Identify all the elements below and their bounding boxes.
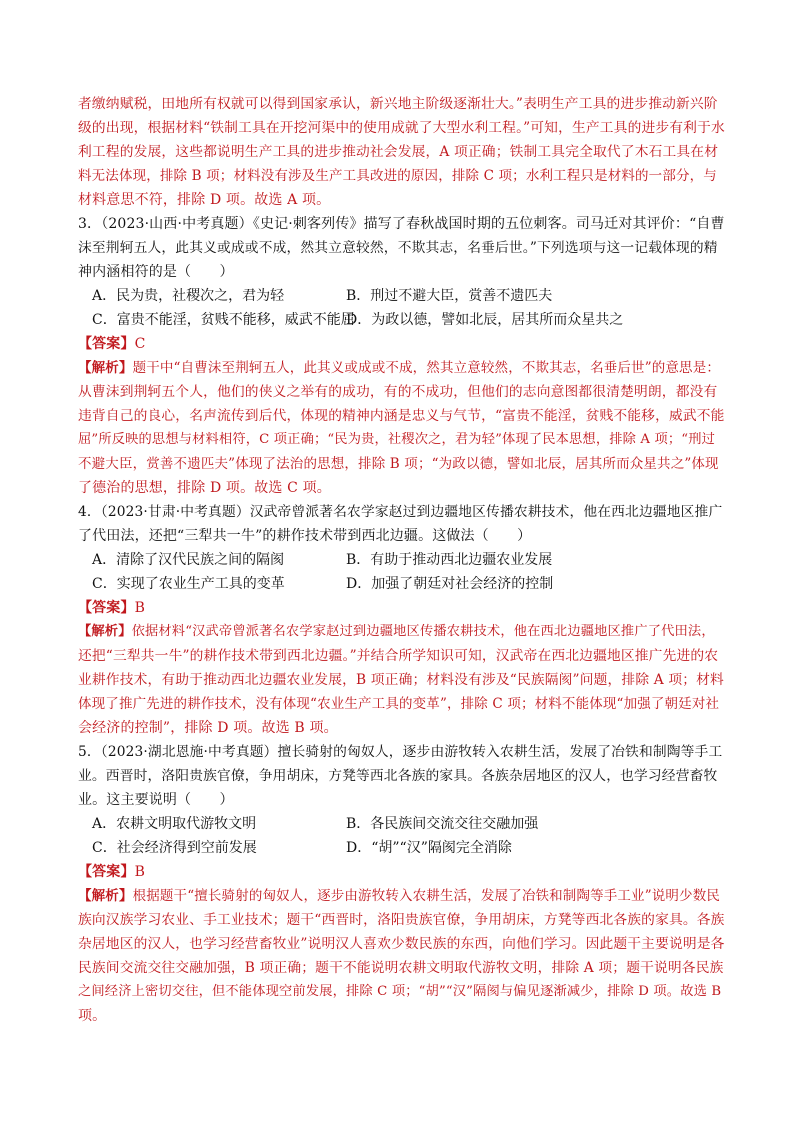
answer-label: 【答案】 — [78, 600, 135, 616]
analysis-line: 杂居地区的汉人，也学习经营畜牧业”说明汉人喜欢少数民族的东西，向他们学习。因此题干主要说明是各 — [78, 936, 725, 952]
option-c: C．社会经济得到空前发展 — [92, 840, 257, 856]
option-a: A．民为贵，社稷次之，君为轻 — [92, 288, 285, 304]
option-d: D．“胡”“汉”隔阂完全消除 — [346, 840, 512, 856]
analysis-line: 民族间交流交往交融加强，B 项正确；题干不能说明农耕文明取代游牧文明，排除 A 项；题干说明各民族 — [78, 960, 724, 976]
analysis-line: 会经济的控制”，排除 D 项。故选 B 项。 — [78, 720, 338, 736]
option-c: C．富贵不能淫，贫贱不能移，威武不能屈 — [92, 312, 355, 328]
analysis-line: 了德治的思想，排除 D 项。故选 C 项。 — [78, 480, 331, 496]
option-d: D．为政以德，譬如北辰，居其所而众星共之 — [346, 312, 624, 328]
answer-line — [78, 596, 726, 620]
answer-line — [78, 860, 726, 884]
answer-value: B — [134, 600, 146, 616]
analysis-line: 之间经济上密切交往，但不能体现空前发展，排除 C 项；“胡”“汉”隔阂与偏见逐渐减少，排除 D 项。故选 B — [78, 984, 722, 999]
question-4 — [78, 500, 726, 740]
question-stem: 业。西晋时，洛阳贵族官僚，争用胡床，方凳等西北各族的家具。各族杂居地区的汉人，也学习经营畜牧 — [78, 768, 718, 784]
analysis-line: 业耕作技术，有助于推动西北边疆农业发展，B 项正确；材料没有涉及“民族隔阂”问题，排除 A 项；材料 — [78, 672, 724, 688]
question-stem: 3．（2023·山西·中考真题）《史记·刺客列传》描写了春秋战国时期的五位刺客。司马迁对其评价：“自曹 — [78, 216, 725, 232]
question-stem: 沫至荆轲五人，此其义或成或不成，然其立意较然，不欺其志，名垂后世。”下列选项与这一记载体现的精 — [78, 240, 718, 256]
text-line: 级的出现，根据材料“铁制工具在开挖河渠中的使用成就了大型水利工程。”可知，生产工具的进步有利于水 — [78, 120, 725, 136]
option-a: A．农耕文明取代游牧文明 — [92, 816, 257, 832]
question-stem: 4．（2023·甘肃·中考真题）汉武帝曾派著名农学家赵过到边疆地区传播农耕技术，他在西北边疆地区推广 — [78, 504, 723, 520]
text-line: 材料意思不符，排除 D 项。故选 A 项。 — [78, 192, 331, 208]
analysis-line: 不避大臣，赏善不遗匹夫”体现了法治的思想，排除 B 项；“为政以德，譬如北辰，居其所而众星共之”体现 — [78, 456, 719, 472]
option-c: C．实现了农业生产工具的变革 — [92, 576, 285, 592]
analysis-line: 违背自己的良心，名声流传到后代，体现的精神内涵是忠义与气节，“富贵不能淫，贫贱不能移，威武不能 — [78, 408, 725, 424]
analysis-line: 族向汉族学习农业、手工业技术；题干“西晋时，洛阳贵族官僚，争用胡床，方凳等西北各族的家具。各族 — [78, 912, 725, 928]
answer-label: 【答案】 — [78, 864, 135, 880]
analysis-text: 根据题干“擅长骑射的匈奴人，逐步由游牧转入农耕生活，发展了冶铁和制陶等手工业”说明少数民 — [132, 888, 721, 904]
analysis-line: 屈”所反映的思想与材料相符，C 项正确；“民为贵，社稷次之，君为轻”体现了民本思想，排除 A 项；“刑过 — [78, 432, 715, 447]
analysis-text: 题干中“自曹沫至荆轲五人，此其义或成或不成，然其立意较然，不欺其志，名垂后世”的意思是： — [132, 360, 721, 376]
analysis-line — [78, 356, 726, 380]
analysis-label: 【解析】 — [78, 360, 133, 376]
question-stem: 业。这主要说明（ ） — [78, 792, 234, 808]
option-b: B．有助于推动西北边疆农业发展 — [346, 552, 553, 568]
analysis-line: 体现了推广先进的耕作技术，没有体现“农业生产工具的变革”，排除 C 项；材料不能体现“加强了朝廷对社 — [78, 696, 720, 712]
analysis-line — [78, 884, 726, 908]
question-3 — [78, 212, 726, 500]
option-b: B．刑过不避大臣，赏善不遗匹夫 — [346, 288, 553, 304]
option-d: D．加强了朝廷对社会经济的控制 — [346, 576, 554, 592]
option-b: B．各民族间交流交往交融加强 — [346, 816, 539, 832]
text-line: 料无法体现，排除 B 项；材料没有涉及生产工具改进的原因，排除 C 项；水利工程只是材料的一部分，与 — [78, 168, 717, 184]
option-row — [78, 836, 726, 860]
question-stem: 神内涵相符的是（ ） — [78, 264, 234, 280]
analysis-line: 从曹沫到荆轲五个人，他们的侠义之举有的成功，有的不成功，但他们的志向意图都很清楚明朗，都没有 — [78, 384, 718, 400]
answer-label: 【答案】 — [78, 336, 135, 352]
analysis-line: 项。 — [78, 1008, 107, 1024]
answer-value: B — [134, 864, 146, 880]
answer-line — [78, 332, 726, 356]
option-row — [78, 284, 726, 308]
answer-value: C — [134, 336, 146, 352]
option-row — [78, 548, 726, 572]
analysis-text: 依据材料“汉武帝曾派著名农学家赵过到边疆地区传播农耕技术，他在西北边疆地区推广了代田法， — [131, 624, 715, 639]
option-a: A．清除了汉代民族之间的隔阂 — [92, 552, 285, 568]
document-page — [78, 92, 726, 1028]
analysis-label: 【解析】 — [78, 888, 133, 904]
option-row — [78, 572, 726, 596]
option-row — [78, 812, 726, 836]
option-row — [78, 308, 726, 332]
analysis-line: 还把“三犁共一牛”的耕作技术带到西北边疆。”并结合所学知识可知，汉武帝在西北边疆地区推广先进的农 — [78, 648, 719, 664]
text-line: 利工程的发展，这些都说明生产工具的进步推动社会发展，A 项正确；铁制工具完全取代了木石工具在材 — [78, 144, 719, 160]
analysis-label: 【解析】 — [78, 624, 132, 639]
prev-explanation — [78, 92, 726, 212]
text-line: 者缴纳赋税，田地所有权就可以得到国家承认，新兴地主阶级逐渐壮大。”表明生产工具的进步推动新兴阶 — [78, 96, 718, 112]
question-stem: 了代田法，还把“三犁共一牛”的耕作技术带到西北边疆。这做法（ ） — [78, 528, 532, 544]
analysis-line — [78, 620, 726, 644]
question-5 — [78, 740, 726, 1028]
question-stem: 5．（2023·湖北恩施·中考真题）擅长骑射的匈奴人，逐步由游牧转入农耕生活，发展了冶铁和制陶等手工 — [78, 744, 723, 760]
